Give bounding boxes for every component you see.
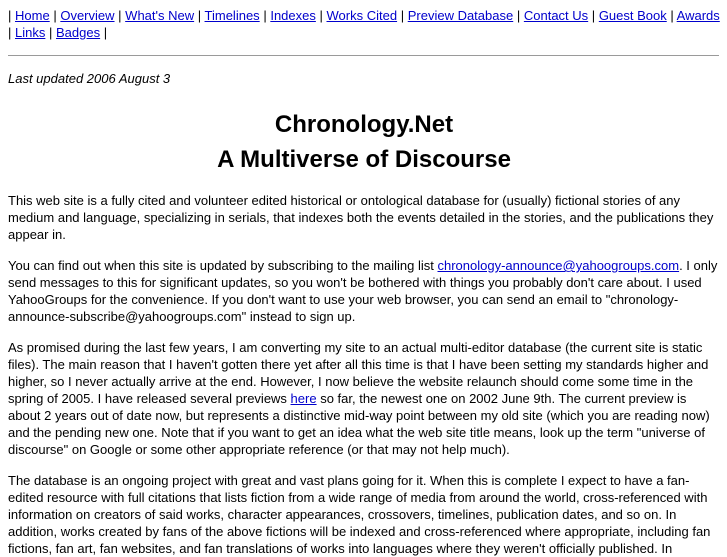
previews-link[interactable]: here [290,391,317,406]
nav-separator: | [8,25,12,40]
nav-link-overview[interactable]: Overview [60,8,115,23]
nav-link-guest-book[interactable]: Guest Book [598,8,667,23]
nav-separator: | [49,25,53,40]
nav-link-contact-us[interactable]: Contact Us [523,8,589,23]
page-title-line1: Chronology.Net [274,111,454,138]
mailing-list-link[interactable]: chronology-announce@yahoogroups.com [437,258,680,273]
nav-separator: | [516,8,521,23]
conversion-paragraph [8,339,720,458]
database-paragraph: The database is an ongoing project with great and vast plans going for it. When this is complete I expect to have a fan-edited resource with full citations that lists fiction from a wide range of media from around the world, cross-referenced with information on creators of said works, character appearances, crossovers, timelines, publication dates, and so on. In addition, works created by fans of the above fictions will be indexed and cross-referenced where appropriate, including fan fictions, fan art, fan websites, and fan translations of works into languages where they weren't officially published. In [8,473,711,556]
nav-separator: | [263,8,267,23]
nav-separator: | [118,8,122,23]
nav-separator: | [319,8,323,23]
mailing-list-text: You can find out when this site is updated by subscribing to the mailing list [8,258,438,273]
nav-separator: | [670,8,674,23]
nav-separator: | [400,8,405,23]
nav-link-whats-new[interactable]: What's New [125,8,195,23]
nav-link-home[interactable]: Home [15,8,50,23]
divider [8,55,719,56]
nav-separator: | [8,8,12,23]
page-title-line2: A Multiverse of Discourse [217,146,511,173]
intro-paragraph: This web site is a fully cited and volunteer edited historical or ontological database for (usually) fictional stories of any medium and language, specializing in serials, that indexes both the events detailed in the stories, and the publications they appear in. [8,193,714,242]
nav-link-links[interactable]: Links [15,25,46,40]
nav-separator: | [591,8,596,23]
nav-separator: | [53,8,57,23]
page-title [8,107,720,177]
conversion-text: As promised during the last few years, I am converting my site to an actual multi-editor database (the current site is static files). The main reason that I haven't gotten there yet after all this time is that I have been setting my standards higher and higher, so I never actually arrive at the end. However, I now believe the website relaunch should come some time in the spring of 2005. I have released several previews [8,340,709,406]
nav-link-badges[interactable]: Badges [56,25,101,40]
nav-separator: | [103,25,108,40]
last-updated: Last updated 2006 August 3 [8,71,171,86]
mailing-list-paragraph [8,257,720,325]
nav-link-indexes[interactable]: Indexes [270,8,316,23]
conversion-text-after: so far, the newest one on 2002 June 9th. The current preview is about 2 years out of date now, but represents a distinctive mid-way point between my old site (which you are reading now) and the pending new one. Note that if you want to get an idea what the web site title means, look up the term "universe of discourse" on Google or some other appropriate reference (or that may not help much). [8,391,710,457]
nav-separator: | [197,8,202,23]
nav-link-works-cited[interactable]: Works Cited [326,8,398,23]
nav-link-awards[interactable]: Awards [676,8,720,23]
nav-link-preview-database[interactable]: Preview Database [407,8,514,23]
mailing-list-text-after: . I only send messages to this for significant updates, so you won't be bothered with things you probably don't care about. I used YahooGroups for the convenience. If you don't want to use your web browser, you can send an email to "chronology-announce-subscribe@yahoogroups.com" instead to sign up. [8,258,718,324]
nav-bar [8,7,720,41]
nav-link-timelines[interactable]: Timelines [204,8,260,23]
